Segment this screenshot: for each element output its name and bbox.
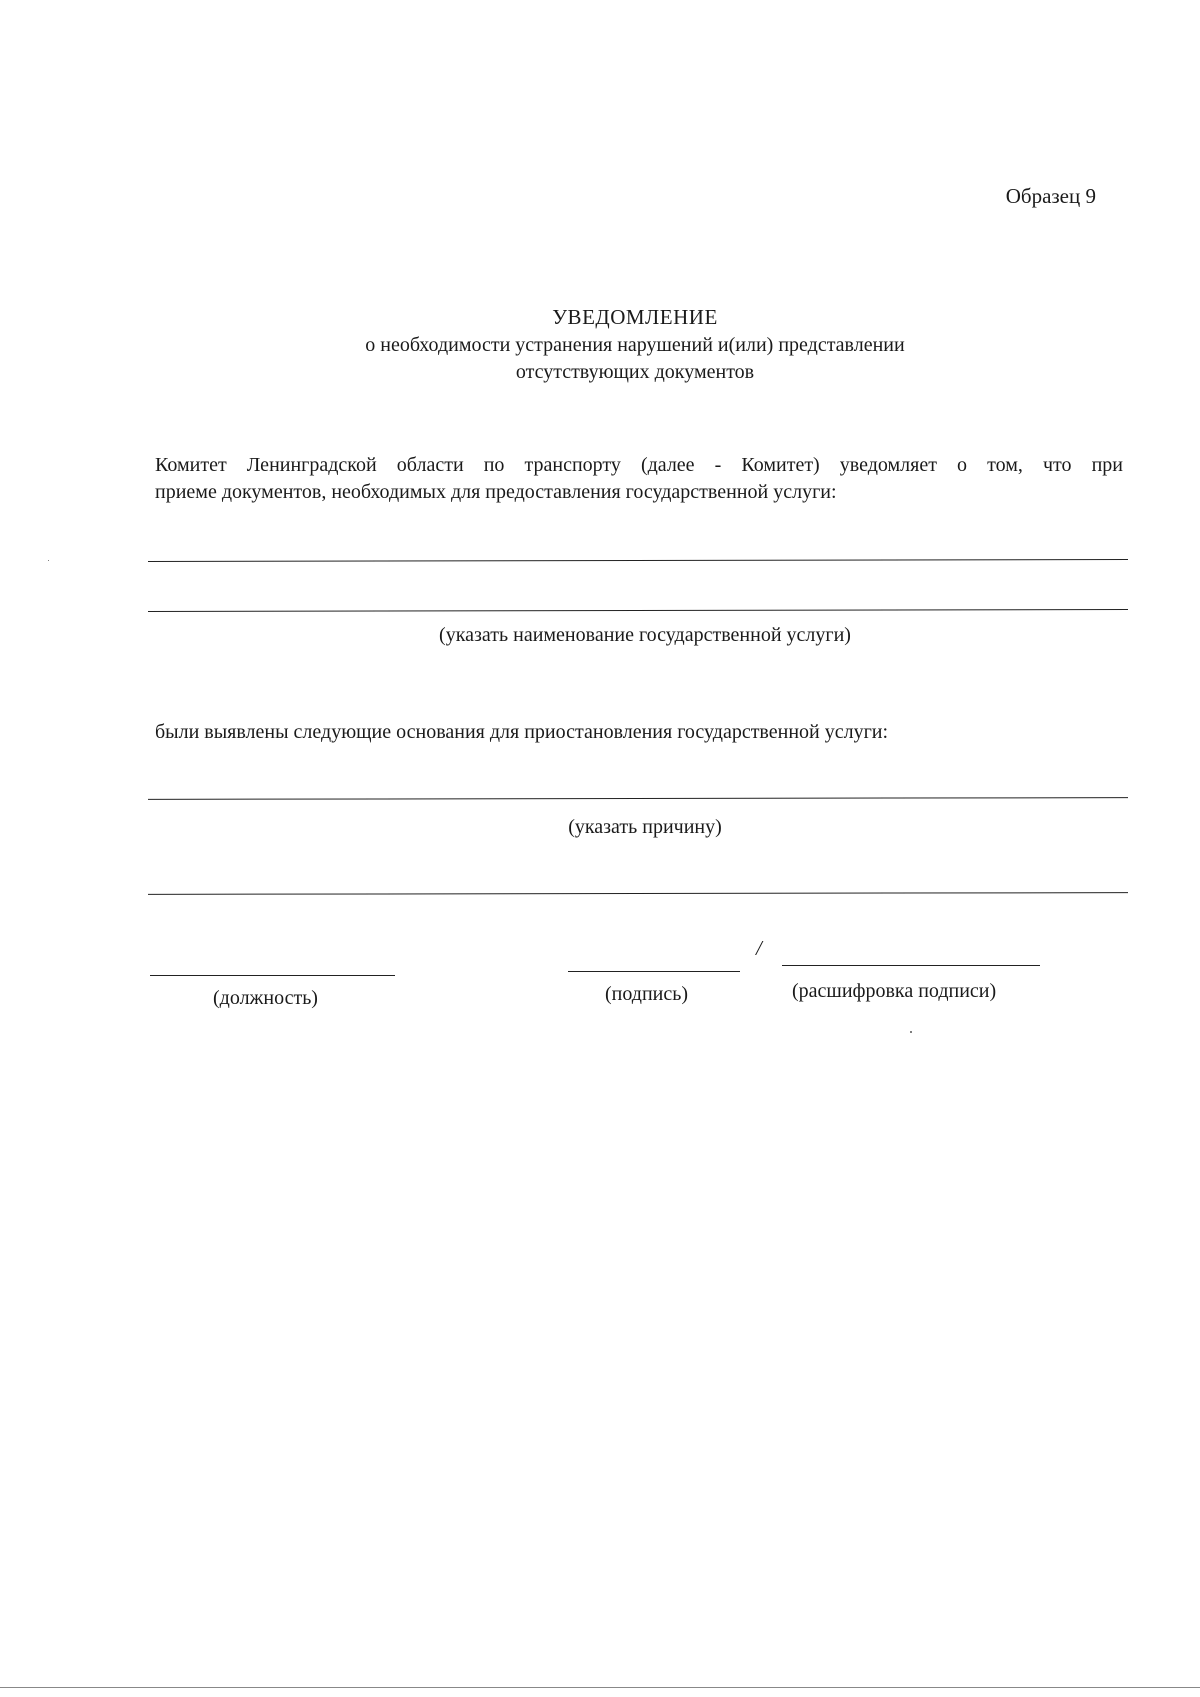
scan-bottom-edge: [0, 1687, 1200, 1688]
document-subtitle-line1: о необходимости устранения нарушений и(или) представлении: [365, 334, 905, 356]
reason-fill-line-1: [148, 797, 1128, 800]
signature-line: [568, 971, 740, 972]
document-title: УВЕДОМЛЕНИЕ: [552, 305, 718, 329]
position-caption: (должность): [213, 987, 318, 1009]
sample-label: Образец 9: [1005, 184, 1096, 208]
document-subtitle-line2: отсутствующих документов: [515, 361, 755, 383]
service-fill-line-1: [148, 559, 1128, 562]
signature-caption: (подпись): [605, 983, 689, 1005]
service-hint: (указать наименование государственной услуги): [439, 624, 851, 646]
intro-paragraph-line2: приеме документов, необходимых для предоставления государственной услуги:: [155, 481, 837, 503]
reason-fill-line-2: [148, 892, 1128, 895]
signature-decode-line: [782, 965, 1040, 966]
scan-speck: [910, 1031, 912, 1033]
signature-separator: /: [756, 936, 762, 960]
signature-decode-caption: (расшифровка подписи): [792, 980, 997, 1002]
position-signature-line: [150, 975, 395, 976]
reason-hint: (указать причину): [568, 816, 722, 838]
scan-speck: [48, 560, 49, 561]
intro-paragraph-line1: Комитет Ленинградской области по транспорту (далее - Комитет) уведомляет о том, что при: [155, 454, 1123, 476]
grounds-paragraph: были выявлены следующие основания для приостановления государственной услуги:: [155, 721, 889, 743]
service-fill-line-2: [148, 609, 1128, 612]
